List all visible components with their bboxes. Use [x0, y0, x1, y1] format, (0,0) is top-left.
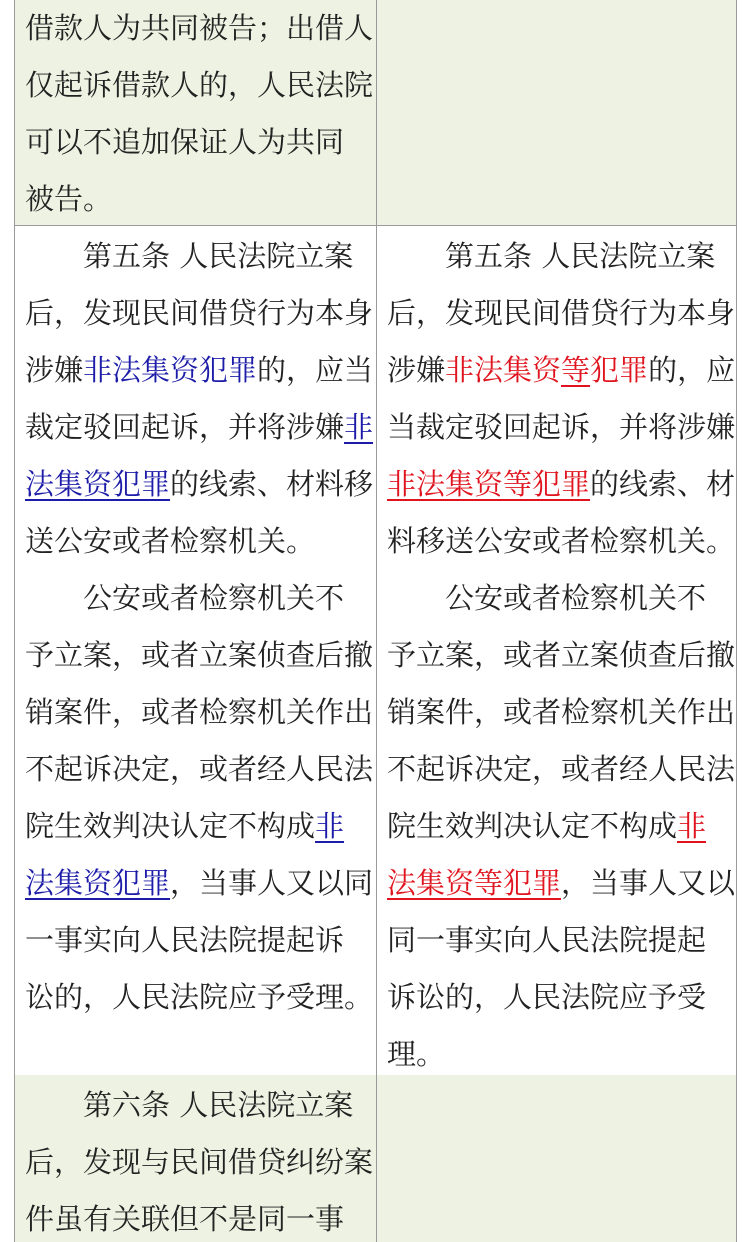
text-line: 不起诉决定，或者经人民法 [25, 752, 374, 786]
text-line: 后，发现民间借贷行为本身 [25, 296, 374, 330]
highlight-new: 法集资等犯罪 [387, 866, 562, 900]
row3-left-cell [15, 1075, 377, 1242]
text-line: 法集资犯罪，当事人又以同 [25, 866, 374, 900]
text-line: 可以不追加保证人为共同 [25, 125, 345, 159]
text-line: 销案件，或者检察机关作出 [25, 695, 374, 729]
row1-left-cell [15, 0, 377, 225]
highlight-old: 非法集资犯罪 [83, 353, 258, 387]
row2-right-cell [377, 226, 736, 1075]
text-line: 销案件，或者检察机关作出 [387, 695, 736, 729]
table-row-1 [15, 0, 736, 225]
highlight-new: 非 [677, 809, 707, 843]
highlight-new: 非法集资 [387, 467, 504, 501]
text-line: 公安或者检察机关不 [445, 581, 707, 615]
highlight-new-added: 等 [503, 467, 533, 501]
text-line: 同一事实向人民法院提起 [387, 923, 707, 957]
highlight-old: 非 [344, 410, 374, 444]
text-line: 理。 [387, 1037, 446, 1071]
text-line: 裁定驳回起诉，并将涉嫌非 [25, 410, 374, 444]
row2-left-cell [15, 226, 377, 1075]
text-line: 涉嫌非法集资犯罪的，应当 [25, 353, 374, 387]
text-line: 第五条 人民法院立案 [445, 239, 716, 273]
highlight-new: 犯罪 [590, 353, 649, 387]
highlight-new-added: 等 [561, 353, 591, 387]
text-line: 不起诉决定，或者经人民法 [387, 752, 736, 786]
text-line: 当裁定驳回起诉，并将涉嫌 [387, 410, 736, 444]
table-row-2 [15, 226, 736, 1075]
text-line: 讼的，人民法院应予受理。 [25, 980, 374, 1014]
highlight-old: 非 [315, 809, 345, 843]
text-line: 送公安或者检察机关。 [25, 524, 316, 558]
text-line: 予立案，或者立案侦查后撤 [25, 638, 374, 672]
table-row-3 [15, 1075, 736, 1242]
text-line: 后，发现与民间借贷纠纷案 [25, 1145, 374, 1179]
highlight-new: 犯罪 [532, 467, 591, 501]
text-line: 料移送公安或者检察机关。 [387, 524, 736, 558]
row3-right-cell [377, 1075, 736, 1242]
text-line: 院生效判决认定不构成非 [387, 809, 707, 843]
text-line: 法集资犯罪的线索、材料移 [25, 467, 374, 501]
comparison-table [14, 0, 737, 1242]
text-line: 借款人为共同被告；出借人 [25, 11, 374, 45]
text-line: 诉讼的，人民法院应予受 [387, 980, 707, 1014]
text-line: 第六条 人民法院立案 [83, 1088, 354, 1122]
text-line: 法集资等犯罪，当事人又以 [387, 866, 736, 900]
highlight-new: 非法集资 [445, 353, 562, 387]
text-line: 非法集资等犯罪的线索、材 [387, 467, 736, 501]
text-line: 被告。 [25, 182, 113, 216]
text-line: 涉嫌非法集资等犯罪的，应 [387, 353, 736, 387]
text-line: 公安或者检察机关不 [83, 581, 345, 615]
text-line: 件虽有关联但不是同一事 [25, 1202, 345, 1236]
highlight-old: 法集资犯罪 [25, 467, 171, 501]
text-line: 仅起诉借款人的，人民法院 [25, 68, 374, 102]
text-line: 后，发现民间借贷行为本身 [387, 296, 736, 330]
text-line: 第五条 人民法院立案 [83, 239, 354, 273]
row1-right-cell [377, 0, 736, 225]
highlight-old: 法集资犯罪 [25, 866, 171, 900]
text-line: 一事实向人民法院提起诉 [25, 923, 345, 957]
text-line: 院生效判决认定不构成非 [25, 809, 345, 843]
text-line: 予立案，或者立案侦查后撤 [387, 638, 736, 672]
